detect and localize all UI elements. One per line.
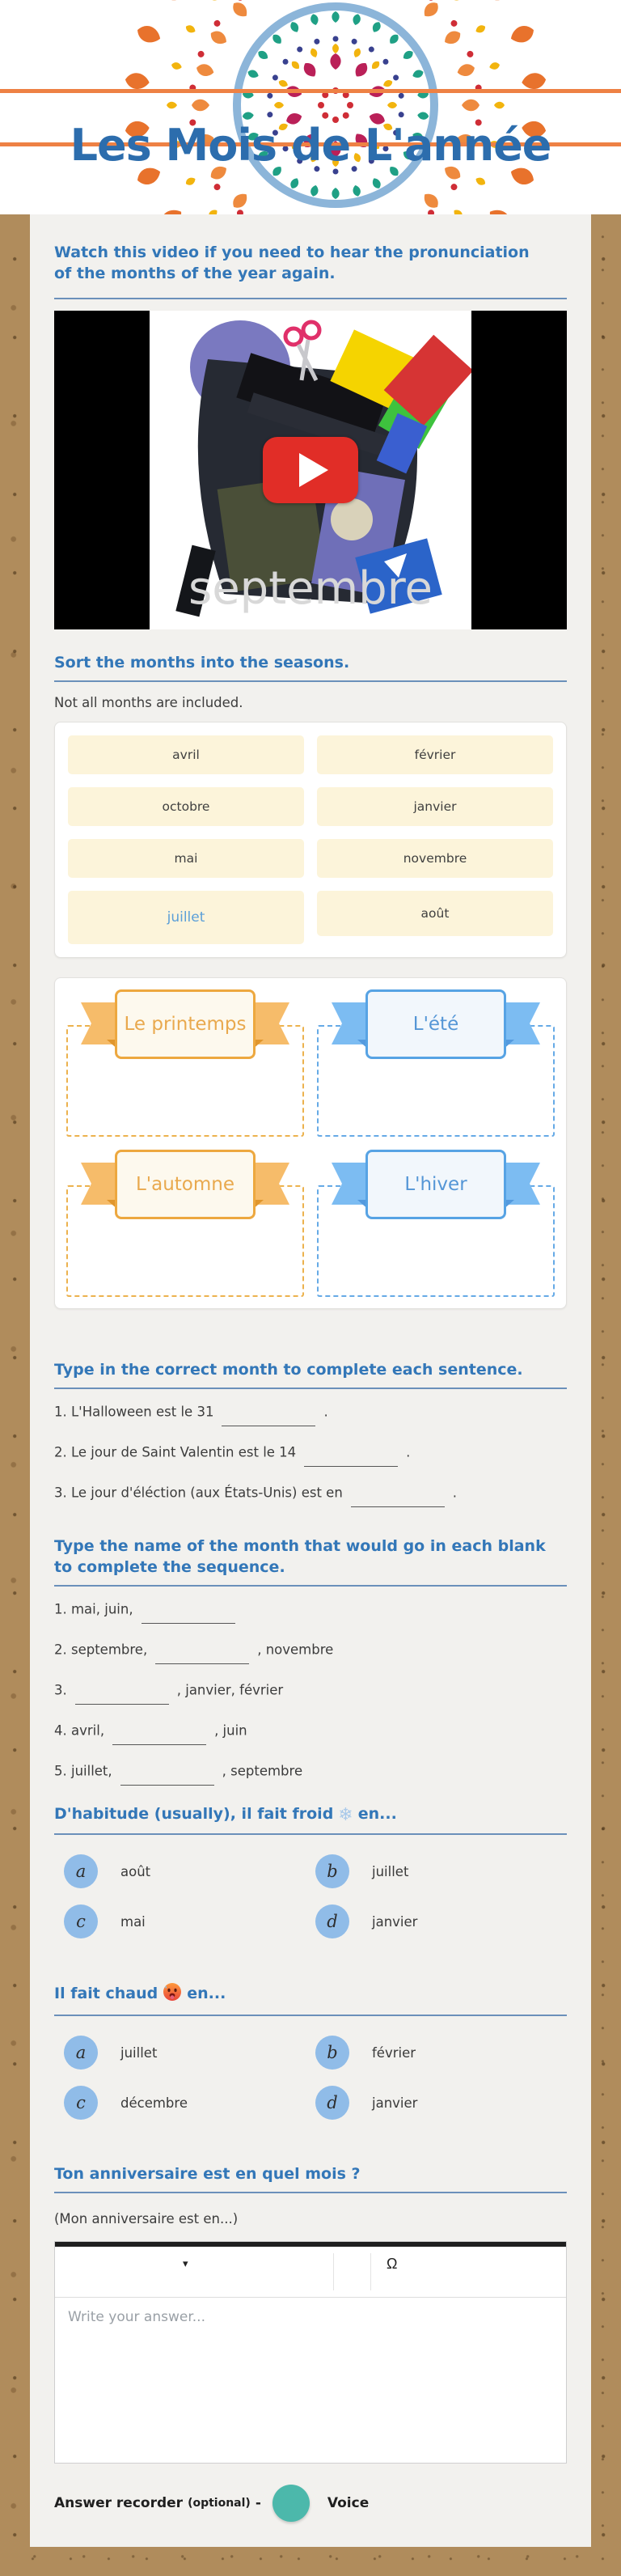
- option-letter-badge: c: [64, 1904, 98, 1938]
- editor-toolbar: [55, 2247, 566, 2298]
- month-chip-octobre[interactable]: octobre: [68, 787, 304, 826]
- worksheet-card: [30, 214, 591, 2547]
- season-label-hiver: L'hiver: [365, 1150, 506, 1219]
- video-caption: septembre: [188, 562, 433, 615]
- season-zone-hiver: [317, 1150, 555, 1297]
- option-letter-badge: d: [315, 2086, 349, 2120]
- printemps-banner: [86, 989, 285, 1061]
- season-label-automne: L'automne: [115, 1150, 256, 1219]
- option-label: juillet: [372, 1863, 409, 1879]
- month-chip-juillet[interactable]: juillet: [68, 891, 304, 944]
- ete-banner: [336, 989, 535, 1061]
- voice-label: Voice: [327, 2495, 370, 2511]
- cold-options: [54, 1853, 567, 1940]
- option-letter-badge: b: [315, 2036, 349, 2070]
- season-label-printemps: Le printemps: [115, 989, 256, 1059]
- sequence-post: , septembre: [222, 1763, 303, 1779]
- sentence-item-3: [54, 1485, 567, 1503]
- editor-body: [55, 2298, 566, 2463]
- rich-text-editor: [54, 2241, 567, 2464]
- sort-section-heading: Sort the months into the seasons.: [54, 652, 567, 682]
- sentence-pre: 2. Le jour de Saint Valentin est le 14: [54, 1444, 297, 1460]
- sequence-post: , novembre: [257, 1642, 334, 1658]
- sequence-pre: 3.: [54, 1682, 67, 1698]
- hot-heading-pre: Il fait chaud: [54, 1985, 158, 2002]
- option-letter-badge: b: [315, 1854, 349, 1888]
- month-blank-input[interactable]: [304, 1448, 398, 1467]
- youtube-video-embed[interactable]: [54, 311, 567, 629]
- month-chip-fevrier[interactable]: février: [317, 735, 553, 774]
- option-label: décembre: [120, 2095, 188, 2111]
- month-chip-janvier[interactable]: janvier: [317, 787, 553, 826]
- month-chip-aout[interactable]: août: [317, 891, 553, 936]
- snowflake-icon: ❄: [338, 1805, 353, 1825]
- sentence-post: .: [406, 1444, 411, 1460]
- month-chip-avril[interactable]: avril: [68, 735, 304, 774]
- cold-option-c[interactable]: [64, 1903, 315, 1940]
- mandala-decoration-icon: [0, 0, 621, 214]
- special-characters-button[interactable]: Ω: [382, 2255, 402, 2273]
- page-title: Les Mois de L'année: [70, 120, 551, 171]
- month-blank-input[interactable]: [120, 1767, 214, 1786]
- sentence-post: .: [452, 1485, 458, 1501]
- sentence-item-1: [54, 1404, 567, 1422]
- sentence-post: .: [323, 1404, 328, 1420]
- sentences-section-heading: Type in the correct month to complete each sentence.: [54, 1359, 567, 1389]
- cold-heading-pre: D'habitude (usually), il fait froid: [54, 1805, 334, 1823]
- section-underline: [54, 298, 567, 299]
- option-letter-badge: a: [64, 2036, 98, 2070]
- sentence-pre: 1. L'Halloween est le 31: [54, 1404, 214, 1420]
- cold-section-heading: [54, 1803, 567, 1835]
- birthday-section-heading: Ton anniversaire est en quel mois ?: [54, 2163, 567, 2193]
- option-label: mai: [120, 1913, 146, 1930]
- sequence-item-5: [54, 1763, 567, 1782]
- recorder-label: Answer recorder: [54, 2495, 184, 2511]
- voice-record-button[interactable]: [272, 2485, 310, 2522]
- month-blank-input[interactable]: [351, 1489, 445, 1507]
- hot-option-d[interactable]: [315, 2084, 567, 2121]
- page-header: [0, 0, 621, 214]
- sequence-list: [54, 1601, 567, 1782]
- youtube-play-button[interactable]: [263, 437, 358, 503]
- month-chip-novembre[interactable]: novembre: [317, 839, 553, 878]
- recorder-separator: -: [255, 2495, 261, 2511]
- video-section-heading: Watch this video if you need to hear the pronunciation of the months of the year again.: [54, 244, 530, 282]
- hiver-banner: [336, 1150, 535, 1221]
- option-label: janvier: [372, 2095, 418, 2111]
- hot-heading-post: en...: [187, 1985, 226, 2002]
- cold-heading-post: en...: [357, 1805, 397, 1823]
- chevron-down-icon[interactable]: ▾: [178, 2256, 193, 2271]
- option-label: février: [372, 2044, 416, 2061]
- sequence-item-4: [54, 1722, 567, 1741]
- month-blank-input[interactable]: [112, 1727, 206, 1745]
- month-blank-input[interactable]: [142, 1605, 235, 1624]
- sequence-pre: 5. juillet,: [54, 1763, 112, 1779]
- season-zone-printemps: [66, 989, 304, 1137]
- months-chip-bank: [54, 722, 567, 958]
- option-label: janvier: [372, 1913, 418, 1930]
- sequence-item-2: [54, 1642, 567, 1660]
- sequence-post: , janvier, février: [176, 1682, 284, 1698]
- option-label: août: [120, 1863, 151, 1879]
- toolbar-divider: [370, 2253, 371, 2290]
- play-icon: [299, 453, 328, 487]
- cold-option-b[interactable]: [315, 1853, 567, 1890]
- month-blank-input[interactable]: [222, 1408, 315, 1426]
- option-label: juillet: [120, 2044, 158, 2061]
- option-letter-badge: d: [315, 1904, 349, 1938]
- sentence-item-2: [54, 1444, 567, 1463]
- season-label-ete: L'été: [365, 989, 506, 1059]
- cold-option-a[interactable]: [64, 1853, 315, 1890]
- recorder-optional-label: (optional): [188, 2497, 251, 2510]
- automne-banner: [86, 1150, 285, 1221]
- season-zone-automne: [66, 1150, 304, 1297]
- hot-option-b[interactable]: [315, 2034, 567, 2071]
- sentences-list: [54, 1404, 567, 1503]
- hot-options: [54, 2034, 567, 2121]
- answer-textarea[interactable]: [55, 2298, 566, 2463]
- sequence-post: , juin: [214, 1722, 247, 1739]
- hot-section-heading: [54, 1982, 567, 2016]
- birthday-subtext: (Mon anniversaire est en...): [54, 2211, 239, 2226]
- toolbar-divider: [333, 2253, 334, 2290]
- month-blank-input[interactable]: [155, 1646, 249, 1664]
- month-chip-mai[interactable]: mai: [68, 839, 304, 878]
- cold-option-d[interactable]: [315, 1903, 567, 1940]
- sentence-pre: 3. Le jour d'éléction (aux États-Unis) est en: [54, 1485, 343, 1501]
- season-zone-ete: [317, 989, 555, 1137]
- sort-note: Not all months are included.: [54, 695, 243, 710]
- answer-recorder-row: [54, 2485, 567, 2522]
- sequence-item-3: [54, 1682, 567, 1701]
- sequence-pre: 1. mai, juin,: [54, 1601, 133, 1617]
- hot-option-c[interactable]: [64, 2084, 315, 2121]
- sequence-pre: 2. septembre,: [54, 1642, 148, 1658]
- sequence-pre: 4. avril,: [54, 1722, 105, 1739]
- month-blank-input[interactable]: [75, 1686, 169, 1705]
- option-letter-badge: c: [64, 2086, 98, 2120]
- option-letter-badge: a: [64, 1854, 98, 1888]
- seasons-dropzones: [54, 977, 567, 1309]
- hot-face-icon: [163, 1982, 182, 2007]
- header-divider-line-top: [0, 89, 621, 93]
- sequence-item-1: [54, 1601, 567, 1620]
- sequence-section-heading: Type the name of the month that would go in each blank to complete the sequence.: [54, 1536, 567, 1587]
- hot-option-a[interactable]: [64, 2034, 315, 2071]
